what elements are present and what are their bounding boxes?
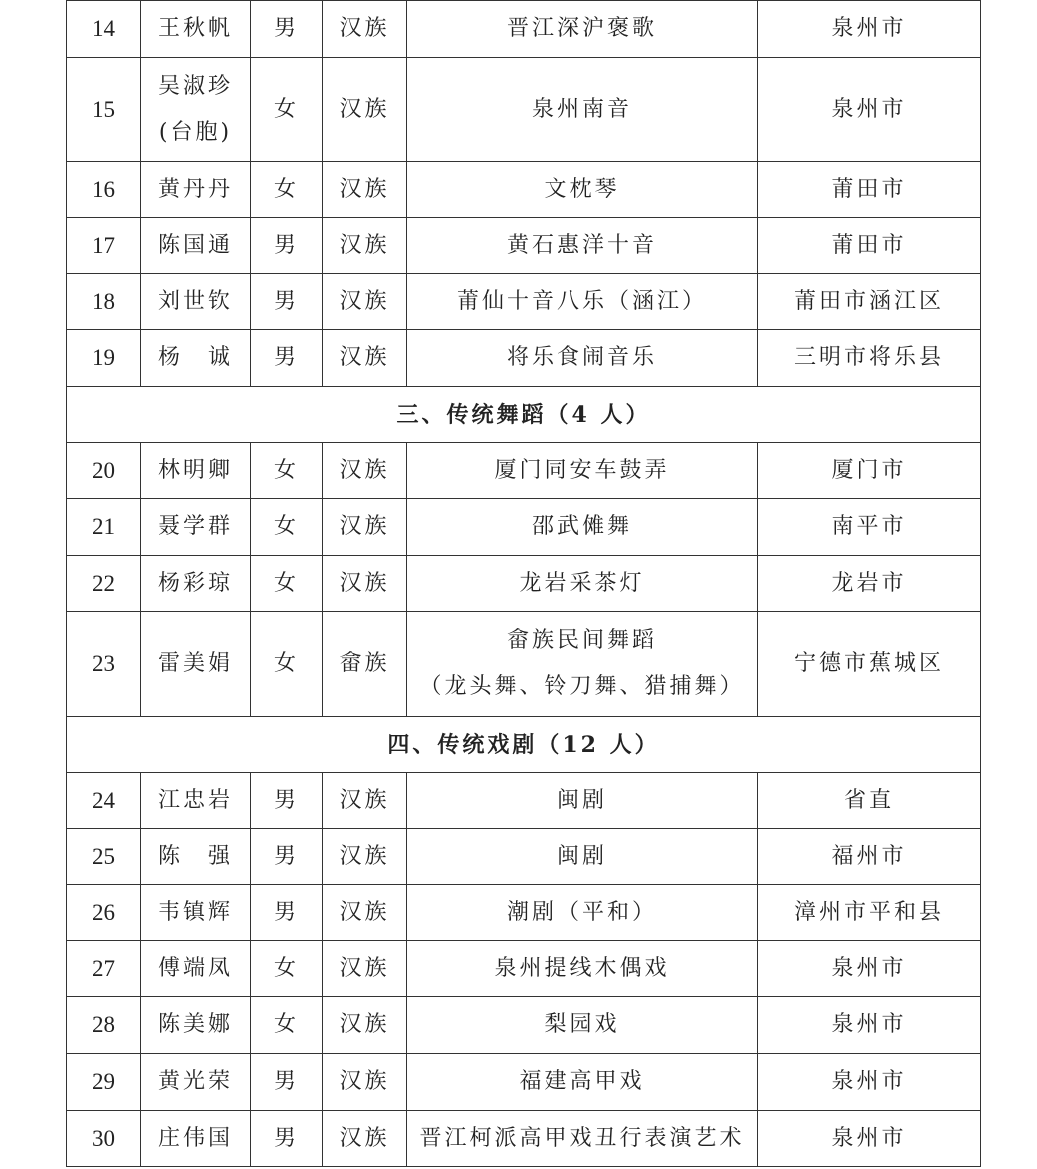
section-title: 三、传统舞蹈（4 人） <box>67 387 981 443</box>
region-cell: 泉州市 <box>758 58 981 162</box>
row-number: 21 <box>67 499 141 556</box>
table-row <box>67 443 981 499</box>
table-row <box>67 1 981 58</box>
name-line: 庄伟国 <box>157 1125 233 1151</box>
table-row <box>67 218 981 274</box>
gender-cell: 男 <box>251 1 323 58</box>
gender-cell: 男 <box>251 330 323 387</box>
table-row <box>67 556 981 612</box>
gender-cell: 女 <box>251 58 323 162</box>
row-number: 16 <box>67 162 141 218</box>
name-cell <box>141 58 251 162</box>
project-cell <box>407 1 758 58</box>
name-line: 王秋帆 <box>157 16 233 41</box>
name-line: 黄丹丹 <box>157 176 233 202</box>
ethnicity-cell: 汉族 <box>323 218 407 274</box>
gender-cell: 男 <box>251 829 323 885</box>
name-line: 聂学群 <box>157 514 233 539</box>
ethnicity-cell: 汉族 <box>323 274 407 330</box>
project-line: 将乐食闹音乐 <box>506 345 657 370</box>
name-cell <box>141 162 251 218</box>
project-cell <box>407 773 758 829</box>
name-line: 江忠岩 <box>157 787 233 813</box>
project-cell <box>407 218 758 274</box>
project-cell <box>407 1054 758 1111</box>
name-cell <box>141 1054 251 1111</box>
region-cell: 莆田市 <box>758 218 981 274</box>
region-cell: 泉州市 <box>758 1111 981 1167</box>
project-cell <box>407 1111 758 1167</box>
ethnicity-cell: 汉族 <box>323 162 407 218</box>
region-cell: 南平市 <box>758 499 981 556</box>
project-line: 闽剧 <box>556 787 607 813</box>
section-title: 四、传统戏剧（12 人） <box>67 717 981 773</box>
table-row <box>67 773 981 829</box>
table-row <box>67 612 981 717</box>
project-line: 晋江柯派高甲戏丑行表演艺术 <box>419 1125 745 1151</box>
region-cell: 龙岩市 <box>758 556 981 612</box>
table-row <box>67 499 981 556</box>
project-line: 福建高甲戏 <box>519 1069 645 1094</box>
row-number: 27 <box>67 941 141 997</box>
ethnicity-cell: 汉族 <box>323 499 407 556</box>
name-line: 林明卿 <box>157 457 233 483</box>
row-number: 17 <box>67 218 141 274</box>
name-line: 陈国通 <box>157 232 233 258</box>
name-cell <box>141 443 251 499</box>
project-line: 闽剧 <box>556 843 607 869</box>
ethnicity-cell: 汉族 <box>323 997 407 1054</box>
name-line: 杨 诚 <box>157 345 233 370</box>
region-cell: 莆田市 <box>758 162 981 218</box>
project-line: 厦门同安车鼓弄 <box>494 457 670 483</box>
region-cell: 泉州市 <box>758 997 981 1054</box>
section-header-row <box>67 717 981 773</box>
name-line: 杨彩琼 <box>157 570 233 596</box>
name-line: 吴淑珍 <box>157 73 233 99</box>
gender-cell: 女 <box>251 556 323 612</box>
name-line: 刘世钦 <box>157 288 233 314</box>
project-line: （龙头舞、铃刀舞、猎捕舞） <box>419 674 745 699</box>
name-line: 陈 强 <box>157 843 233 869</box>
project-cell <box>407 58 758 162</box>
ethnicity-cell: 畲族 <box>323 612 407 717</box>
table-row <box>67 330 981 387</box>
ethnicity-cell: 汉族 <box>323 443 407 499</box>
row-number: 28 <box>67 997 141 1054</box>
region-cell: 厦门市 <box>758 443 981 499</box>
ethnicity-cell: 汉族 <box>323 1111 407 1167</box>
table-row <box>67 1111 981 1167</box>
name-line: 黄光荣 <box>157 1069 233 1094</box>
project-cell <box>407 443 758 499</box>
gender-cell: 男 <box>251 773 323 829</box>
name-cell <box>141 218 251 274</box>
table-row <box>67 1054 981 1111</box>
name-line: 雷美娟 <box>157 651 233 676</box>
project-line: 泉州提线木偶戏 <box>494 955 670 981</box>
name-cell <box>141 1111 251 1167</box>
region-cell: 泉州市 <box>758 941 981 997</box>
ethnicity-cell: 汉族 <box>323 556 407 612</box>
gender-cell: 男 <box>251 274 323 330</box>
project-cell <box>407 885 758 941</box>
ethnicity-cell: 汉族 <box>323 941 407 997</box>
section-header-row <box>67 387 981 443</box>
project-line: 龙岩采茶灯 <box>519 570 645 596</box>
name-cell <box>141 274 251 330</box>
project-cell <box>407 829 758 885</box>
row-number: 26 <box>67 885 141 941</box>
row-number: 24 <box>67 773 141 829</box>
project-cell <box>407 556 758 612</box>
project-cell <box>407 941 758 997</box>
region-cell: 福州市 <box>758 829 981 885</box>
gender-cell: 女 <box>251 162 323 218</box>
name-cell <box>141 612 251 717</box>
project-line: 畲族民间舞蹈 <box>506 628 657 653</box>
region-cell: 泉州市 <box>758 1054 981 1111</box>
project-line: 潮剧（平和） <box>506 899 657 925</box>
project-cell <box>407 997 758 1054</box>
project-line: 梨园戏 <box>544 1012 620 1037</box>
gender-cell: 男 <box>251 1111 323 1167</box>
project-cell <box>407 162 758 218</box>
name-cell <box>141 556 251 612</box>
gender-cell: 女 <box>251 499 323 556</box>
ethnicity-cell: 汉族 <box>323 1054 407 1111</box>
project-cell <box>407 499 758 556</box>
region-cell: 漳州市平和县 <box>758 885 981 941</box>
ethnicity-cell: 汉族 <box>323 885 407 941</box>
project-line: 泉州南音 <box>531 96 632 122</box>
name-cell <box>141 330 251 387</box>
project-line: 文枕琴 <box>544 176 620 202</box>
gender-cell: 女 <box>251 443 323 499</box>
table-row <box>67 274 981 330</box>
table-row <box>67 941 981 997</box>
name-cell <box>141 499 251 556</box>
inheritors-table <box>66 0 981 1167</box>
gender-cell: 男 <box>251 218 323 274</box>
region-cell: 泉州市 <box>758 1 981 58</box>
table-row <box>67 58 981 162</box>
name-cell <box>141 829 251 885</box>
gender-cell: 女 <box>251 941 323 997</box>
gender-cell: 女 <box>251 612 323 717</box>
row-number: 25 <box>67 829 141 885</box>
row-number: 15 <box>67 58 141 162</box>
region-cell: 三明市将乐县 <box>758 330 981 387</box>
ethnicity-cell: 汉族 <box>323 1 407 58</box>
row-number: 23 <box>67 612 141 717</box>
region-cell: 省直 <box>758 773 981 829</box>
name-cell <box>141 997 251 1054</box>
gender-cell: 男 <box>251 1054 323 1111</box>
row-number: 29 <box>67 1054 141 1111</box>
gender-cell: 男 <box>251 885 323 941</box>
row-number: 14 <box>67 1 141 58</box>
name-cell <box>141 1 251 58</box>
region-cell: 莆田市涵江区 <box>758 274 981 330</box>
name-line: 傅端凤 <box>157 955 233 981</box>
ethnicity-cell: 汉族 <box>323 330 407 387</box>
gender-cell: 女 <box>251 997 323 1054</box>
name-cell <box>141 941 251 997</box>
table-row <box>67 829 981 885</box>
project-line: 黄石惠洋十音 <box>506 232 657 258</box>
row-number: 18 <box>67 274 141 330</box>
ethnicity-cell: 汉族 <box>323 773 407 829</box>
row-number: 22 <box>67 556 141 612</box>
table-row <box>67 997 981 1054</box>
row-number: 30 <box>67 1111 141 1167</box>
name-cell <box>141 885 251 941</box>
project-line: 邵武傩舞 <box>531 514 632 539</box>
table-row <box>67 162 981 218</box>
row-number: 20 <box>67 443 141 499</box>
name-line: (台胞) <box>158 119 233 145</box>
project-line: 莆仙十音八乐（涵江） <box>456 288 707 314</box>
name-cell <box>141 773 251 829</box>
name-line: 陈美娜 <box>157 1012 233 1037</box>
ethnicity-cell: 汉族 <box>323 829 407 885</box>
name-line: 韦镇辉 <box>157 899 233 925</box>
table-row <box>67 885 981 941</box>
region-cell: 宁德市蕉城区 <box>758 612 981 717</box>
project-line: 晋江深沪褒歌 <box>506 16 657 41</box>
row-number: 19 <box>67 330 141 387</box>
project-cell <box>407 330 758 387</box>
ethnicity-cell: 汉族 <box>323 58 407 162</box>
project-cell <box>407 274 758 330</box>
project-cell <box>407 612 758 717</box>
